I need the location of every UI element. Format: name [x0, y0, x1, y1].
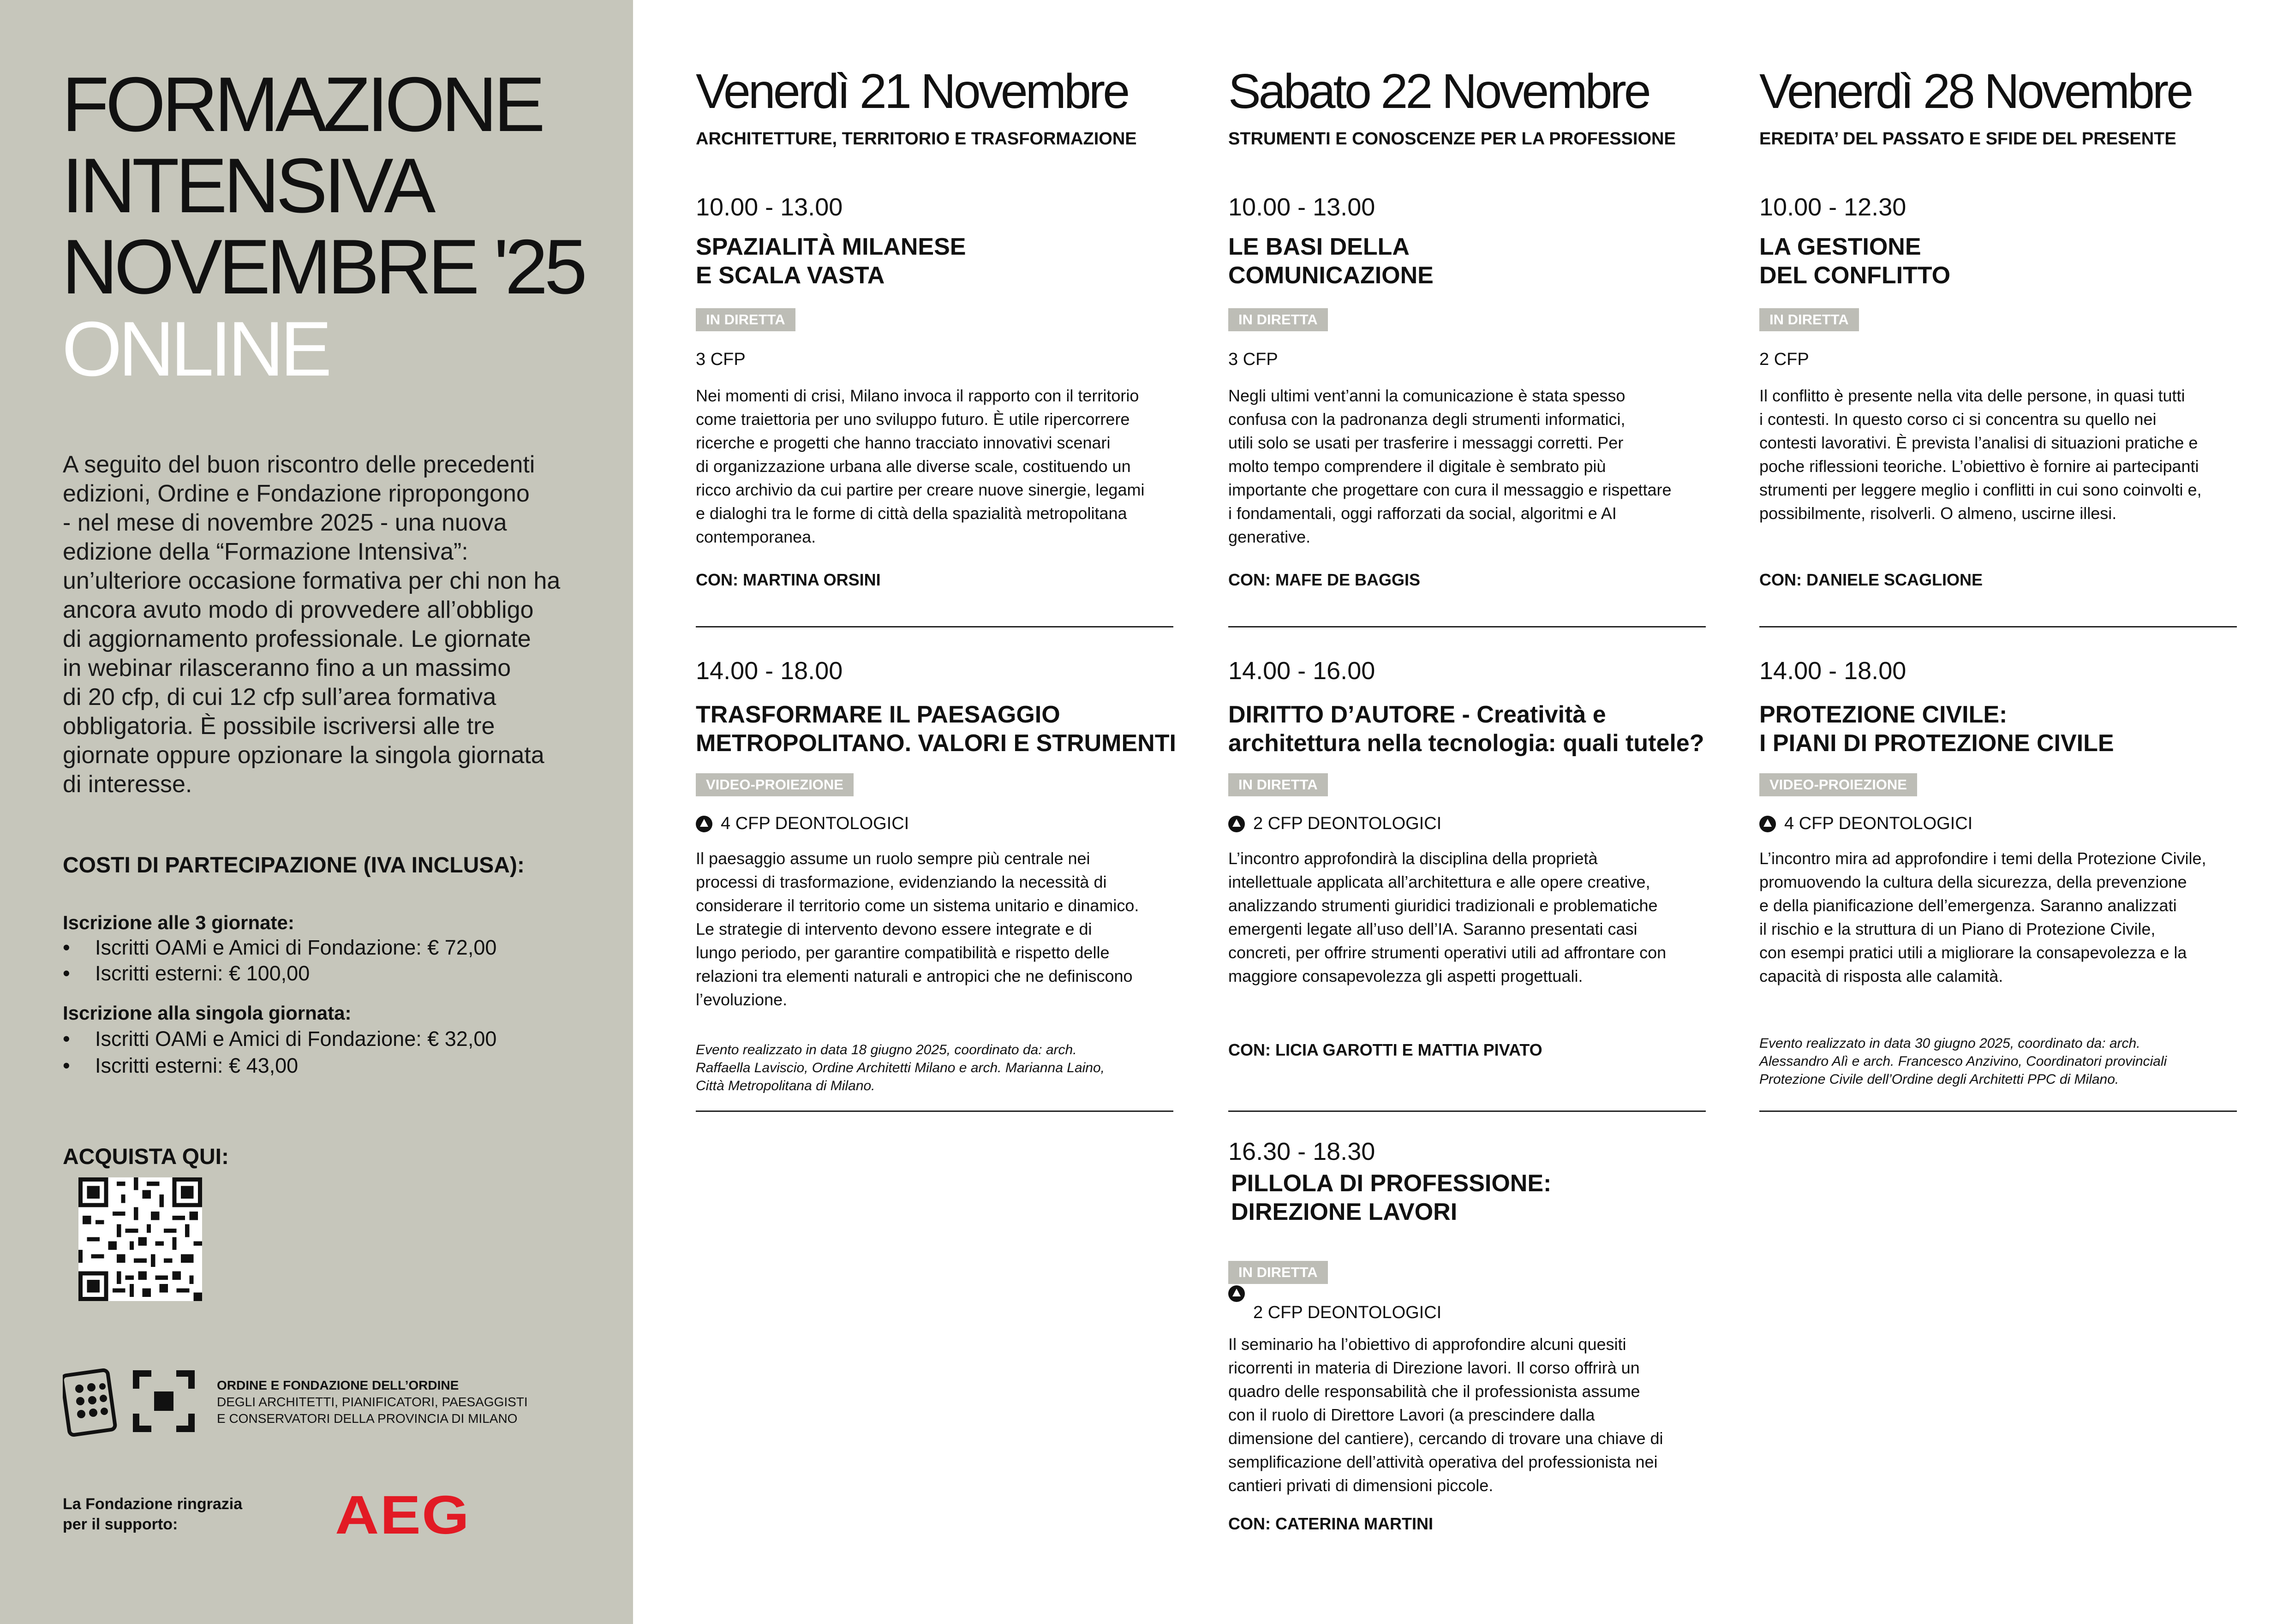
- session-cfp: [1228, 1285, 1441, 1323]
- session-speaker: CON: MARTINA ORSINI: [696, 570, 881, 589]
- session-cfp: [1228, 350, 1278, 370]
- note-line: Evento realizzato in data 30 giugno 2025, coordinato da: arch.: [1759, 1036, 2140, 1051]
- day-column-2: [1228, 0, 1706, 1624]
- title-line-3: NOVEMBRE '25: [62, 223, 584, 310]
- session-title-line: DIRITTO D’AUTORE - Creatività e: [1228, 701, 1606, 728]
- desc-line: con il ruolo di Direttore Lavori (a prescindere dalla: [1228, 1405, 1595, 1424]
- desc-line: possibilmente, risolverli. O almeno, uscirne illesi.: [1759, 504, 2117, 523]
- desc-line: considerare il territorio come un sistema unitario e dinamico.: [696, 896, 1139, 915]
- desc-line: importante che progettare con cura il messaggio e rispettare: [1228, 480, 1672, 499]
- cfp-label: 4 CFP DEONTOLOGICI: [721, 814, 909, 833]
- desc-line: i fondamentali, oggi rafforzati da social, algoritmi e AI: [1228, 504, 1617, 523]
- deontology-icon: [1228, 1285, 1245, 1302]
- desc-line: dimensione del cantiere), cercando di trovare una chiave di: [1228, 1429, 1663, 1448]
- session-description: [1228, 384, 1708, 549]
- desc-line: ricco archivio da cui partire per creare nuove sinergie, legami: [696, 480, 1145, 499]
- divider: [1228, 626, 1706, 627]
- desc-line: Il seminario ha l’obiettivo di approfondire alcuni quesiti: [1228, 1335, 1626, 1354]
- desc-line: e della pianificazione dell’emergenza. Saranno analizzati: [1759, 896, 2177, 915]
- cost-item-label: Iscritti esterni: € 43,00: [95, 1054, 299, 1077]
- session-title: [1231, 1169, 1551, 1226]
- intro-line: obbligatoria. È possibile iscriversi alle tre: [63, 713, 495, 740]
- intro-line: giornate oppure opzionare la singola giornata: [63, 742, 544, 769]
- bullet: •: [63, 961, 70, 985]
- session-mode-badge: VIDEO-PROIEZIONE: [1759, 773, 1917, 796]
- session-cfp: [1759, 350, 1809, 370]
- session-title: [1228, 700, 1704, 758]
- session-description: [1228, 847, 1708, 988]
- cfp-label: 3 CFP: [1228, 350, 1278, 369]
- day-heading: Sabato 22 Novembre: [1228, 64, 1649, 119]
- desc-line: capacità di risposta alle calamità.: [1759, 967, 2003, 985]
- desc-line: utili solo se usati per trasferire i messaggi corretti. Per: [1228, 433, 1624, 452]
- desc-line: relazioni tra elementi naturali e antropici che ne definiscono: [696, 967, 1133, 985]
- left-panel: [0, 0, 633, 1624]
- session-mode-badge: IN DIRETTA: [1759, 308, 1859, 331]
- desc-line: quadro delle responsabilità che il professionista assume: [1228, 1382, 1640, 1401]
- intro-line: di interesse.: [63, 771, 192, 798]
- desc-line: analizzando strumenti giuridici tradizionali e problematiche: [1228, 896, 1658, 915]
- session-time: 14.00 - 18.00: [696, 657, 843, 685]
- org-line: ORDINE E FONDAZIONE DELL’ORDINE: [217, 1378, 459, 1392]
- cfp-label: 2 CFP DEONTOLOGICI: [1253, 814, 1442, 833]
- intro-line: edizioni, Ordine e Fondazione ripropongono: [63, 480, 530, 507]
- session-title: [696, 700, 1176, 758]
- org-line: DEGLI ARCHITETTI, PIANIFICATORI, PAESAGGISTI: [217, 1395, 528, 1409]
- session-time: 14.00 - 18.00: [1759, 657, 1907, 685]
- session-title-line: LE BASI DELLA: [1228, 233, 1410, 260]
- divider: [696, 1111, 1173, 1112]
- desc-line: confusa con la padronanza degli strumenti informatici,: [1228, 410, 1626, 429]
- note-line: Raffaella Laviscio, Ordine Architetti Milano e arch. Marianna Laino,: [696, 1060, 1105, 1075]
- desc-line: Le strategie di intervento devono essere integrate e di: [696, 919, 1092, 938]
- intro-line: un’ulteriore occasione formativa per chi non ha: [63, 567, 561, 594]
- session-time: 10.00 - 13.00: [696, 193, 843, 221]
- session-mode-badge: IN DIRETTA: [696, 308, 795, 331]
- bullet: •: [63, 1054, 70, 1077]
- intro-line: di 20 cfp, di cui 12 cfp sull’area formativa: [63, 684, 496, 710]
- intro-text: [63, 450, 607, 799]
- fondazione-logo-icon: [133, 1370, 195, 1434]
- desc-line: Il conflitto è presente nella vita delle persone, in quasi tutti: [1759, 386, 2185, 405]
- session-title-line: PILLOLA DI PROFESSIONE:: [1231, 1170, 1552, 1197]
- org-line: E CONSERVATORI DELLA PROVINCIA DI MILANO: [217, 1411, 518, 1426]
- desc-line: di organizzazione urbana alle diverse scale, costituendo un: [696, 457, 1131, 476]
- desc-line: promuovendo la cultura della sicurezza, della prevenzione: [1759, 872, 2187, 891]
- aeg-logo: AEG: [335, 1485, 471, 1546]
- intro-line: edizione della “Formazione Intensiva”:: [63, 538, 468, 565]
- session-mode-badge: IN DIRETTA: [1228, 773, 1328, 796]
- intro-line: - nel mese di novembre 2025 - una nuova: [63, 509, 507, 536]
- desc-line: concreti, per offrire strumenti operativi utili ad affrontare con: [1228, 943, 1667, 962]
- note-line: Alessandro Alì e arch. Francesco Anzivino, Coordinatori provinciali: [1759, 1054, 2167, 1069]
- session-description: [696, 847, 1176, 1011]
- desc-line: il rischio e la struttura di un Piano di Protezione Civile,: [1759, 919, 2156, 938]
- desc-line: e dialoghi tra le forme di città della spazialità metropolitana: [696, 504, 1127, 523]
- cost-item: [63, 1027, 496, 1051]
- divider: [1759, 626, 2237, 627]
- event-note: [696, 1041, 1176, 1095]
- day-heading: Venerdì 28 Novembre: [1759, 64, 2192, 119]
- divider: [696, 626, 1173, 627]
- day-column-3: [1759, 0, 2237, 1624]
- cost-item: [63, 1054, 298, 1078]
- session-title-line: DIREZIONE LAVORI: [1231, 1199, 1458, 1225]
- desc-line: i contesti. In questo corso ci si concentra su quello nei: [1759, 410, 2157, 429]
- session-title-line: METROPOLITANO. VALORI E STRUMENTI: [696, 730, 1176, 757]
- desc-line: processi di trasformazione, evidenziando la necessità di: [696, 872, 1107, 891]
- cfp-label: 2 CFP: [1759, 350, 1809, 369]
- desc-line: emergenti legate all’uso dell’IA. Saranno presentati casi: [1228, 919, 1638, 938]
- title-line-1: FORMAZIONE: [62, 61, 542, 148]
- desc-line: Il paesaggio assume un ruolo sempre più centrale nei: [696, 849, 1090, 868]
- session-title: [696, 233, 966, 290]
- desc-line: molto tempo comprendere il digitale è sembrato più: [1228, 457, 1606, 476]
- organization-name: [217, 1377, 528, 1427]
- cost-group-heading: Iscrizione alle 3 giornate:: [63, 912, 294, 933]
- day-heading: Venerdì 21 Novembre: [696, 64, 1128, 119]
- deontology-icon: [1228, 816, 1245, 832]
- cfp-label: 3 CFP: [696, 350, 746, 369]
- session-time: 14.00 - 16.00: [1228, 657, 1375, 685]
- cost-item-label: Iscritti OAMi e Amici di Fondazione: € 32,00: [95, 1027, 497, 1051]
- desc-line: contesti lavorativi. È prevista l’analisi di situazioni pratiche e: [1759, 433, 2198, 452]
- session-title-line: DEL CONFLITTO: [1759, 262, 1951, 289]
- session-speaker: CON: CATERINA MARTINI: [1228, 1514, 1433, 1533]
- session-title-line: TRASFORMARE IL PAESAGGIO: [696, 701, 1060, 728]
- desc-line: strumenti per leggere meglio i conflitti in cui sono coinvolti e,: [1759, 480, 2202, 499]
- desc-line: Negli ultimi vent’anni la comunicazione è stata spesso: [1228, 386, 1626, 405]
- desc-line: poche riflessioni teoriche. L’obiettivo è fornire ai partecipanti: [1759, 457, 2199, 476]
- thanks-line: La Fondazione ringrazia: [63, 1495, 243, 1513]
- session-title: [1759, 700, 2114, 758]
- note-line: Protezione Civile dell’Ordine degli Architetti PPC di Milano.: [1759, 1072, 2119, 1087]
- buy-title: ACQUISTA QUI:: [63, 1145, 229, 1169]
- desc-line: L’incontro approfondirà la disciplina della proprietà: [1228, 849, 1598, 868]
- intro-line: di aggiornamento professionale. Le giornate: [63, 626, 531, 652]
- session-speaker: CON: LICIA GAROTTI E MATTIA PIVATO: [1228, 1040, 1542, 1059]
- desc-line: L’incontro mira ad approfondire i temi della Protezione Civile,: [1759, 849, 2206, 868]
- session-speaker: CON: MAFE DE BAGGIS: [1228, 570, 1421, 589]
- note-line: Città Metropolitana di Milano.: [696, 1078, 875, 1093]
- session-time: 16.30 - 18.30: [1228, 1138, 1375, 1165]
- session-cfp: [1759, 814, 1972, 834]
- session-title-line: E SCALA VASTA: [696, 262, 885, 289]
- day-theme: EREDITA’ DEL PASSATO E SFIDE DEL PRESENTE: [1759, 129, 2176, 149]
- session-description: [696, 384, 1176, 549]
- desc-line: ricorrenti in materia di Direzione lavori. Il corso offrirà un: [1228, 1358, 1640, 1377]
- cfp-label: 2 CFP DEONTOLOGICI: [1253, 1303, 1442, 1322]
- desc-line: come traiettoria per uno sviluppo futuro. È utile ripercorrere: [696, 410, 1130, 429]
- intro-line: in webinar rilasceranno fino a un massimo: [63, 655, 511, 681]
- oami-logo-icon: [63, 1368, 121, 1439]
- qr-code[interactable]: [78, 1177, 202, 1301]
- desc-line: cantieri privati di dimensioni piccole.: [1228, 1476, 1494, 1495]
- desc-line: intellettuale applicata all’architettura e alle opere creative,: [1228, 872, 1650, 891]
- cost-group-heading: Iscrizione alla singola giornata:: [63, 1002, 352, 1024]
- day-theme: STRUMENTI E CONOSCENZE PER LA PROFESSIONE: [1228, 129, 1676, 149]
- desc-line: contemporanea.: [696, 527, 816, 546]
- cost-item-label: Iscritti esterni: € 100,00: [95, 961, 310, 985]
- cost-item: [63, 961, 310, 985]
- session-title-line: PROTEZIONE CIVILE:: [1759, 701, 2008, 728]
- deontology-icon: [1759, 816, 1776, 832]
- session-mode-badge: IN DIRETTA: [1228, 308, 1328, 331]
- session-description: [1759, 847, 2239, 988]
- bullet: •: [63, 1027, 70, 1051]
- session-cfp: [1228, 814, 1441, 834]
- bullet: •: [63, 936, 70, 959]
- session-mode-badge: VIDEO-PROIEZIONE: [696, 773, 854, 796]
- session-title-line: I PIANI DI PROTEZIONE CIVILE: [1759, 730, 2114, 757]
- event-note: [1759, 1034, 2239, 1088]
- online-label: ONLINE: [62, 305, 329, 392]
- desc-line: l’evoluzione.: [696, 990, 788, 1009]
- desc-line: maggiore consapevolezza gli aspetti progettuali.: [1228, 967, 1583, 985]
- session-title-line: architettura nella tecnologia: quali tutele?: [1228, 730, 1704, 757]
- session-time: 10.00 - 12.30: [1759, 193, 1907, 221]
- desc-line: semplificazione dell’attività operativa del professionista nei: [1228, 1452, 1658, 1471]
- title-line-2: INTENSIVA: [62, 142, 432, 229]
- cfp-label: 4 CFP DEONTOLOGICI: [1784, 814, 1973, 833]
- session-description: [1228, 1332, 1708, 1497]
- session-title-line: SPAZIALITÀ MILANESE: [696, 233, 966, 260]
- session-cfp: [696, 814, 909, 834]
- session-speaker: CON: DANIELE SCAGLIONE: [1759, 570, 1983, 589]
- session-cfp: [696, 350, 746, 370]
- session-title-line: LA GESTIONE: [1759, 233, 1921, 260]
- session-mode-badge: IN DIRETTA: [1228, 1261, 1328, 1284]
- deontology-icon: [696, 816, 712, 832]
- intro-line: A seguito del buon riscontro delle precedenti: [63, 451, 535, 478]
- note-line: Evento realizzato in data 18 giugno 2025, coordinato da: arch.: [696, 1042, 1077, 1057]
- divider: [1759, 1111, 2237, 1112]
- sponsor-thanks: [63, 1494, 242, 1534]
- session-title: [1759, 233, 1950, 290]
- session-title: [1228, 233, 1434, 290]
- desc-line: lungo periodo, per garantire compatibilità e rispetto delle: [696, 943, 1110, 962]
- desc-line: generative.: [1228, 527, 1311, 546]
- cost-item: [63, 936, 496, 960]
- desc-line: ricerche e progetti che hanno tracciato innovativi scenari: [696, 433, 1111, 452]
- thanks-line: per il supporto:: [63, 1516, 178, 1533]
- divider: [1228, 1111, 1706, 1112]
- desc-line: con esempi pratici utili a migliorare la consapevolezza e la: [1759, 943, 2187, 962]
- session-title-line: COMUNICAZIONE: [1228, 262, 1434, 289]
- session-time: 10.00 - 13.00: [1228, 193, 1375, 221]
- session-description: [1759, 384, 2239, 525]
- costs-title: COSTI DI PARTECIPAZIONE (IVA INCLUSA):: [63, 853, 525, 878]
- day-theme: ARCHITETTURE, TERRITORIO E TRASFORMAZIONE: [696, 129, 1137, 149]
- day-column-1: [696, 0, 1176, 1624]
- desc-line: Nei momenti di crisi, Milano invoca il rapporto con il territorio: [696, 386, 1139, 405]
- cost-item-label: Iscritti OAMi e Amici di Fondazione: € 72,00: [95, 936, 497, 959]
- intro-line: ancora avuto modo di provvedere all’obbligo: [63, 597, 534, 623]
